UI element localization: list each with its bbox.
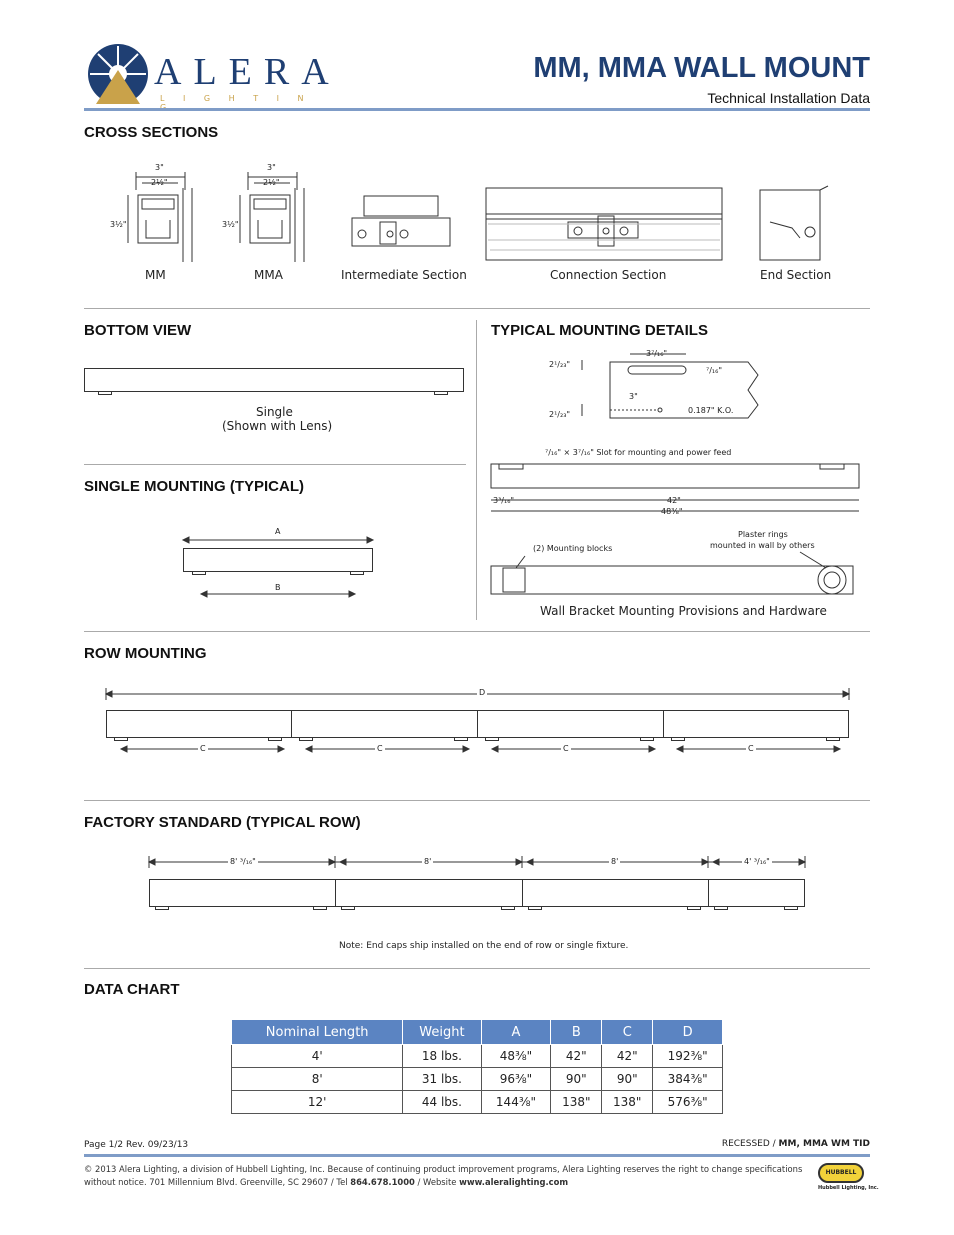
page-title: MM, MMA WALL MOUNT bbox=[533, 52, 870, 84]
table-row bbox=[232, 1091, 723, 1114]
dim-c-2: C bbox=[377, 744, 383, 753]
fixture-foot bbox=[341, 906, 355, 910]
table-cell: 192⅜" bbox=[653, 1045, 723, 1068]
address: without notice. 701 Millennium Blvd. Greenville, SC 29607 / Tel bbox=[84, 1177, 351, 1187]
side-dim: 3³/₁₆" bbox=[493, 496, 515, 505]
table-row bbox=[232, 1045, 723, 1068]
doc-reference bbox=[722, 1139, 870, 1149]
table-cell: 48⅜" bbox=[481, 1045, 551, 1068]
mm-dim-width: 3" bbox=[155, 163, 164, 172]
plaster-rings-label: Plaster rings bbox=[738, 530, 788, 539]
fixture-foot bbox=[155, 906, 169, 910]
label-mma: MMA bbox=[254, 268, 283, 282]
table-cell: 90" bbox=[551, 1068, 602, 1091]
legal-text bbox=[84, 1163, 803, 1189]
table-cell: 90" bbox=[602, 1068, 653, 1091]
detail-dim-5: 2¹/₂₃" bbox=[549, 410, 571, 419]
mm-dim-inner: 2½" bbox=[151, 178, 168, 187]
factory-fixture-4 bbox=[708, 879, 805, 907]
fixture-foot bbox=[313, 906, 327, 910]
mma-dim-inner: 2½" bbox=[263, 178, 280, 187]
fixture-foot bbox=[784, 906, 798, 910]
table-cell: 144⅜" bbox=[481, 1091, 551, 1114]
table-row bbox=[232, 1068, 723, 1091]
factory-seg-3: 8' bbox=[611, 857, 619, 866]
table-cell: 42" bbox=[551, 1045, 602, 1068]
factory-standard-title: FACTORY STANDARD (TYPICAL ROW) bbox=[84, 814, 361, 831]
label-end: End Section bbox=[760, 268, 832, 282]
single-mounting-title: SINGLE MOUNTING (TYPICAL) bbox=[84, 478, 304, 495]
page-number: Page 1/2 Rev. 09/23/13 bbox=[84, 1140, 189, 1150]
doc-ref-code: MM, MMA WM TID bbox=[778, 1139, 870, 1149]
typical-mounting-title: TYPICAL MOUNTING DETAILS bbox=[491, 322, 708, 339]
doc-ref-prefix: RECESSED / bbox=[721, 1139, 779, 1149]
table-cell: 12' bbox=[232, 1091, 403, 1114]
table-cell: 42" bbox=[602, 1045, 653, 1068]
cross-sections-title: CROSS SECTIONS bbox=[84, 124, 219, 141]
knockout-label: 0.187" K.O. bbox=[688, 406, 734, 415]
mounting-blocks-label: (2) Mounting blocks bbox=[533, 544, 613, 553]
factory-note: Note: End caps ship installed on the end of row or single fixture. bbox=[339, 941, 629, 951]
website-label: / Website bbox=[414, 1177, 460, 1187]
mma-dim-width: 3" bbox=[267, 163, 276, 172]
bottom-view-caption: Single bbox=[256, 405, 293, 419]
factory-seg-1: 8' ³/₁₆" bbox=[230, 857, 256, 866]
hubbell-logo bbox=[818, 1163, 879, 1197]
label-intermediate: Intermediate Section bbox=[341, 268, 467, 282]
mm-dim-height: 3½" bbox=[110, 220, 127, 229]
brand-subtitle: L I G H T I N bbox=[160, 94, 312, 103]
factory-fixture-1 bbox=[149, 879, 336, 907]
phone: 864.678.1000 bbox=[350, 1177, 415, 1187]
data-chart-table bbox=[231, 1019, 723, 1114]
col-nominal-length: Nominal Length bbox=[232, 1020, 403, 1045]
row-mounting-title: ROW MOUNTING bbox=[84, 645, 207, 662]
fixture-foot bbox=[714, 906, 728, 910]
col-a: A bbox=[481, 1020, 551, 1045]
table-cell: 18 lbs. bbox=[403, 1045, 481, 1068]
detail-dim-2: 3⁷/₁₆" bbox=[646, 349, 668, 358]
table-cell: 138" bbox=[551, 1091, 602, 1114]
table-cell: 8' bbox=[232, 1068, 403, 1091]
table-cell: 96⅜" bbox=[481, 1068, 551, 1091]
fixture-foot bbox=[528, 906, 542, 910]
table-cell: 4' bbox=[232, 1045, 403, 1068]
table-cell: 31 lbs. bbox=[403, 1068, 481, 1091]
legal-line-2 bbox=[84, 1176, 784, 1189]
span-48: 48⅜" bbox=[661, 507, 683, 516]
table-cell: 576⅜" bbox=[653, 1091, 723, 1114]
slot-label: ⁷/₁₆" × 3⁷/₁₆" Slot for mounting and power feed bbox=[545, 448, 732, 457]
col-weight: Weight bbox=[403, 1020, 481, 1045]
dim-c-4: C bbox=[748, 744, 754, 753]
plaster-rings-label-2: mounted in wall by others bbox=[710, 541, 815, 550]
website-link[interactable]: www.aleralighting.com bbox=[459, 1177, 569, 1187]
table-cell: 44 lbs. bbox=[403, 1091, 481, 1114]
detail-dim-4: 3" bbox=[629, 392, 638, 401]
divider bbox=[84, 968, 870, 969]
footer-rule bbox=[84, 1154, 870, 1157]
dim-b: B bbox=[275, 583, 281, 592]
bottom-view-title: BOTTOM VIEW bbox=[84, 322, 192, 339]
legal-line-1: © 2013 Alera Lighting, a division of Hubbell Lighting, Inc. Because of continuing product improvement programs, Alera Lighting reserves the right to change specifications bbox=[84, 1164, 803, 1174]
brand-name: ALERA bbox=[154, 51, 341, 93]
factory-fixture-3 bbox=[522, 879, 709, 907]
hubbell-badge-icon: HUBBELL bbox=[818, 1163, 864, 1183]
label-mm: MM bbox=[145, 268, 166, 282]
span-42: 42" bbox=[667, 496, 681, 505]
page-subtitle: Technical Installation Data bbox=[707, 90, 870, 106]
detail-dim-1: 2¹/₂₃" bbox=[549, 360, 571, 369]
dim-a: A bbox=[275, 527, 281, 536]
mma-dim-height: 3½" bbox=[222, 220, 239, 229]
factory-seg-2: 8' bbox=[424, 857, 432, 866]
fixture-foot bbox=[501, 906, 515, 910]
dim-c-1: C bbox=[200, 744, 206, 753]
col-b: B bbox=[551, 1020, 602, 1045]
detail-dim-3: ⁷/₁₆" bbox=[706, 366, 722, 375]
table-header-row bbox=[232, 1020, 723, 1045]
wall-bracket-caption: Wall Bracket Mounting Provisions and Hardware bbox=[540, 604, 827, 618]
table-cell: 138" bbox=[602, 1091, 653, 1114]
col-d: D bbox=[653, 1020, 723, 1045]
dim-c-3: C bbox=[563, 744, 569, 753]
col-c: C bbox=[602, 1020, 653, 1045]
factory-fixture-2 bbox=[335, 879, 523, 907]
label-connection: Connection Section bbox=[550, 268, 667, 282]
data-chart-title: DATA CHART bbox=[84, 981, 180, 998]
fixture-foot bbox=[687, 906, 701, 910]
bottom-view-caption-lens: (Shown with Lens) bbox=[222, 419, 333, 433]
table-cell: 384⅜" bbox=[653, 1068, 723, 1091]
factory-seg-4: 4' ³/₁₆" bbox=[744, 857, 770, 866]
dim-d: D bbox=[479, 688, 486, 697]
hubbell-subtitle: Hubbell Lighting, Inc. bbox=[818, 1185, 879, 1191]
